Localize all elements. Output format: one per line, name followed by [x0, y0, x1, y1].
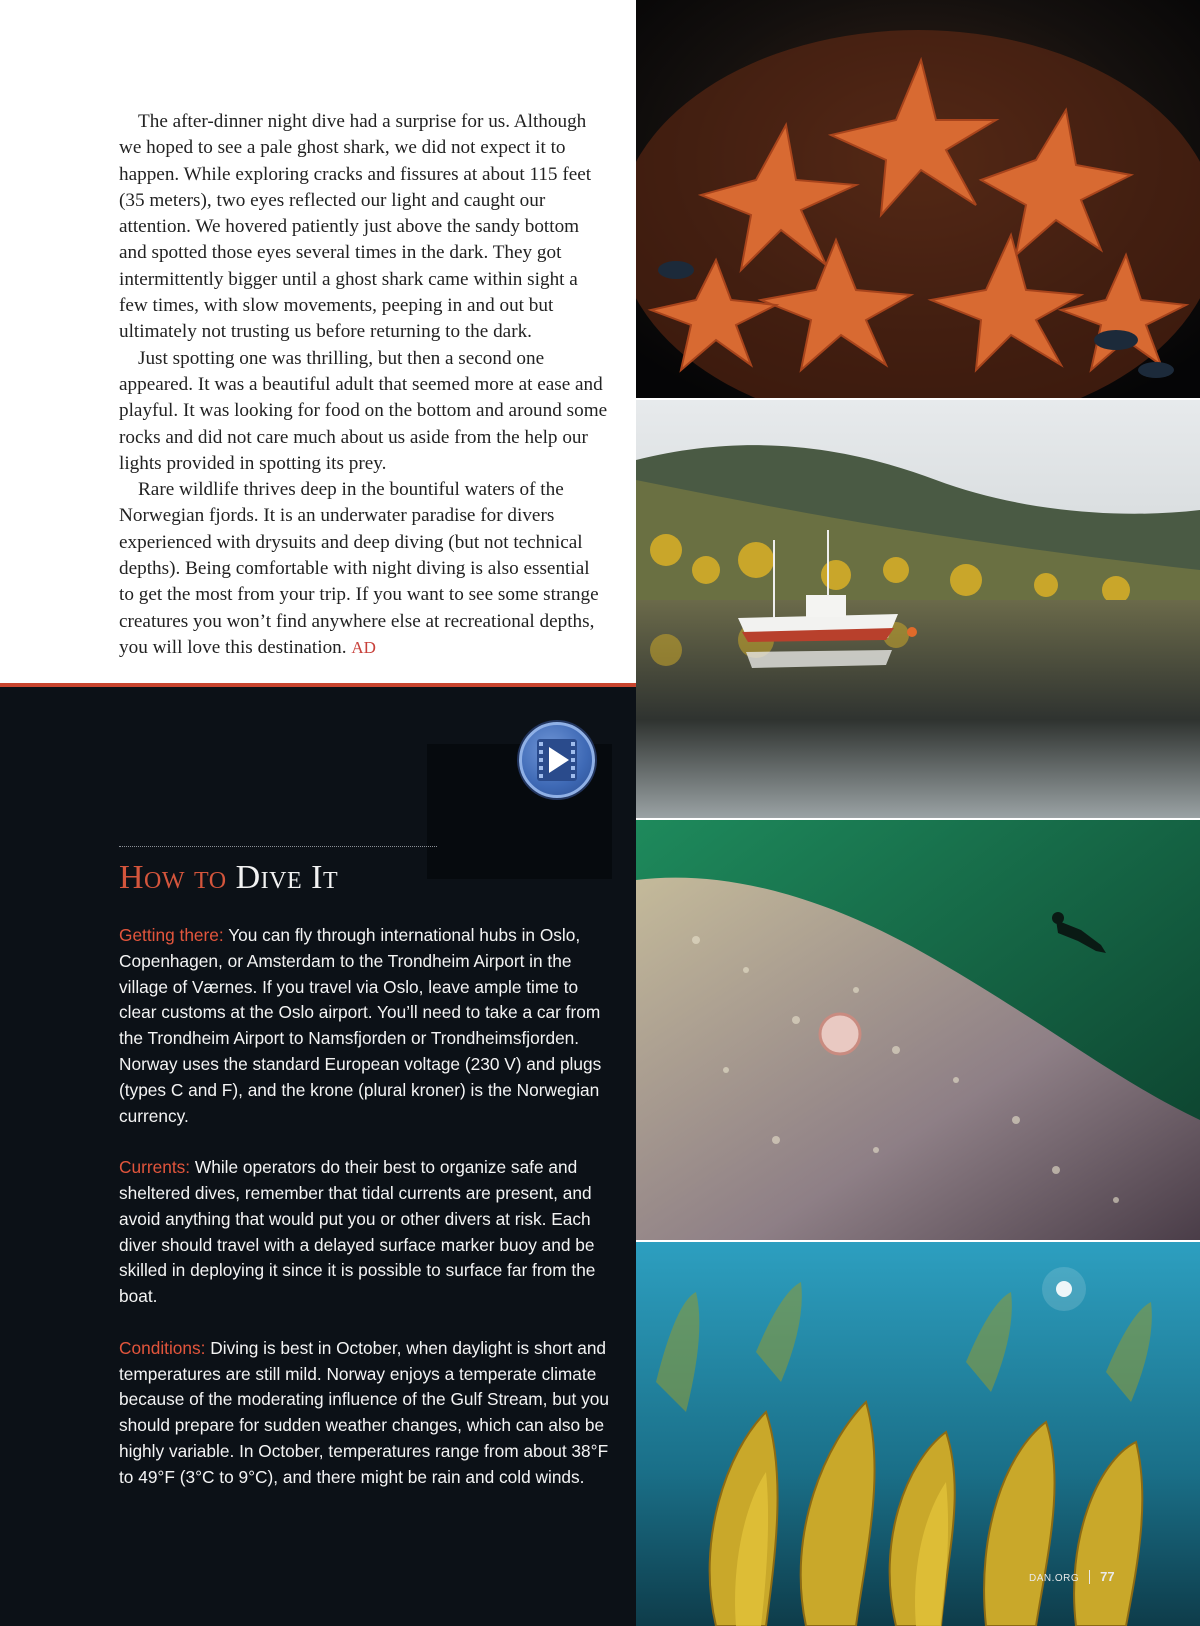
sidebar-info: [119, 923, 609, 1516]
fjord-boat-photo: [636, 400, 1200, 818]
sidebar-title: [119, 859, 338, 897]
site-name: DAN.ORG: [1029, 1573, 1080, 1584]
title-accent: How to: [119, 859, 227, 896]
article-paragraph: The after-dinner night dive had a surprise for us. Although we hoped to see a pale ghost shark, we did not expect it to happen. While exploring cracks and fissures at about 115 feet (35 meters), two eyes reflected our light and caught our attention. We hovered patiently just above the sandy bottom and spotted those eyes several times in the dark. They got intermittently bigger until a ghost shark came within sight a few times, with slow movements, peeping in and out but ultimately not trusting us before returning to the dark.: [119, 111, 592, 343]
info-conditions: [119, 1336, 609, 1491]
article-paragraph: Just spotting one was thrilling, but then a second one appeared. It was a beautiful adult that seemed more at ease and playful. It was looking for food on the bottom and around some rocks and did not care much about us aside from the help our lights provided in spotting its prey.: [119, 347, 608, 474]
page-number: 77: [1100, 1569, 1115, 1584]
article-body: [119, 109, 609, 661]
info-text: While operators do their best to organize safe and sheltered dives, remember that tidal currents are present, and avoid anything that would put you or other divers at risk. Each diver should travel with a delayed surface marker buoy and be skilled in deploying it since it is possible to surface far from the boat.: [119, 1157, 596, 1307]
info-text: You can fly through international hubs in Oslo, Copenhagen, or Amsterdam to the Trondheim Airport in the village of Værnes. If you travel via Oslo, leave ample time to clear customs at the Oslo airport. You’ll need to take a car from the Trondheim Airport to Namsfjorden or Trondheimsfjorden. Norway uses the standard European voltage (230 V) and plugs (types C and F), and the krone (plural kroner) is the Norwegian currency.: [119, 925, 602, 1126]
play-video-button[interactable]: [519, 722, 595, 798]
folio-separator: [1089, 1570, 1090, 1584]
info-label: Getting there:: [119, 925, 224, 945]
end-mark: AD: [351, 637, 376, 657]
info-text: Diving is best in October, when daylight is short and temperatures are still mild. Norway enjoys a temperate climate because of the moderating influence of the Gulf Stream, but you should prepare for sudden weather changes, which can also be highly variable. In October, temperatures range from about 38°F to 49°F (3°C to 9°C), and there might be rain and cold winds.: [119, 1337, 609, 1487]
article-paragraph: [119, 477, 609, 661]
info-getting-there: [119, 923, 609, 1129]
article-paragraph-text: Rare wildlife thrives deep in the bountiful waters of the Norwegian fjords. It is an underwater paradise for divers experienced with drysuits and deep diving (but not technical depths). Being comfortable with night diving is also essential to get the most from your trip. If you want to see some strange creatures you won’t find anywhere else at recreational depths, you will love this destination.: [119, 479, 599, 658]
how-to-dive-it-sidebar: [0, 687, 636, 1626]
title-main: Dive It: [235, 859, 339, 896]
page-folio: [1029, 1568, 1115, 1586]
play-video-icon: [522, 725, 592, 795]
info-currents: [119, 1155, 609, 1310]
info-label: Conditions:: [119, 1337, 206, 1358]
article: [0, 0, 636, 684]
kelp-forest-photo: [636, 1242, 1200, 1626]
info-label: Currents:: [119, 1157, 191, 1178]
reef-diver-photo: [636, 820, 1200, 1240]
dotted-divider: [119, 846, 437, 847]
starfish-photo: [636, 0, 1200, 398]
